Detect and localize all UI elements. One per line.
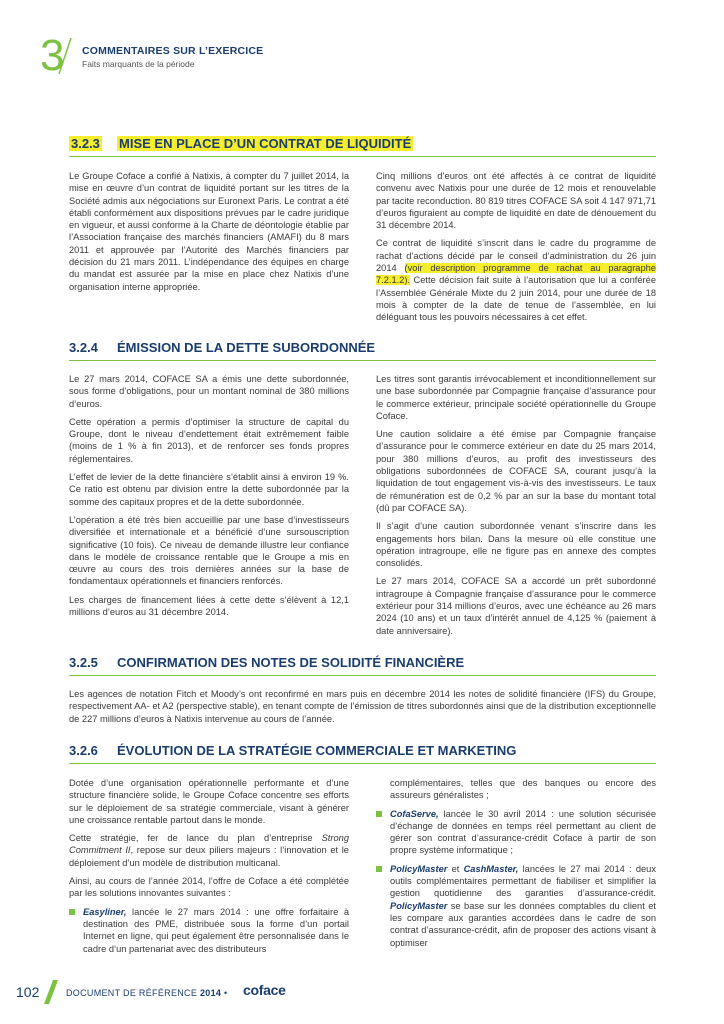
section-number: 3.2.6 — [69, 743, 98, 758]
list-item — [376, 808, 656, 857]
plan-name: Strong Commitment II — [69, 833, 349, 856]
paragraph: Le 27 mars 2014, COFACE SA a émis une dette subordonnée, sous forme d’obligations, pour un montant nominal de 380 millions d’euros. — [69, 374, 349, 409]
text-run: lancées le 27 mai 2014 : deux outils complémentaires permettant de fiabiliser et simplifier la gestion quotidienne des garanties d’assurance-crédit. — [390, 863, 656, 899]
section-title: ÉMISSION DE LA DETTE SUBORDONNÉE — [117, 340, 376, 355]
product-name: PolicyMaster — [390, 863, 448, 874]
text-run: lancée le 30 avril 2014 : une solution sécurisée d’échange de données en temps réel permettant au client de gérer son contrat d’assurance-crédit Coface à partir de son propre système informatique ; — [390, 808, 656, 856]
paragraph: Les agences de notation Fitch et Moody’s ont reconfirmé en mars puis en décembre 2014 les notes de solidité financière (IFS) du Groupe, respectivement AA- et A2 (perspective stable), en tenant compte de l’émission de titres subordonnés ainsi que de la distribution exceptionnelle de 227 millions d’euros à Natixis intervenue au cours de l’année. — [69, 689, 656, 724]
section-324-left — [69, 373, 349, 618]
paragraph: Les titres sont garantis irrévocablement et inconditionnellement sur une base subordonnée par Compagnie française d’assurance pour le commerce extérieur, principale société opérationnelle du Groupe Coface. — [376, 374, 656, 421]
paragraph: Cette opération a permis d’optimiser la structure de capital du Groupe, dont le niveau d’endettement était extrêmement faible (moins de 1 % à fin 2013), et de renforcer ses fonds propres réglementaires. — [69, 416, 349, 464]
section-326-right — [376, 777, 656, 955]
chapter-title: COMMENTAIRES SUR L’EXERCICE — [82, 45, 264, 57]
doc-year: 2014 — [199, 988, 222, 998]
section-number: 3.2.5 — [69, 655, 98, 670]
section-heading-325 — [69, 655, 656, 676]
text-run: Ce contrat de liquidité s’inscrit dans le cadre du programme de rachat d’actions décidé par le conseil d’administration du 26 juin 2014 — [376, 238, 656, 274]
footer-slash-icon — [44, 980, 58, 1004]
section-title: ÉVOLUTION DE LA STRATÉGIE COMMERCIALE ET MARKETING — [117, 743, 517, 758]
section-heading-324 — [69, 340, 656, 361]
section-title: CONFIRMATION DES NOTES DE SOLIDITÉ FINANCIÈRE — [117, 655, 465, 670]
text-run: Cette stratégie, fer de lance du plan d’entreprise — [69, 833, 322, 844]
text-run: et — [447, 863, 464, 874]
text-run: se base sur les données comptables du client et les compare aux garanties accordées dans le cadre de son contrat d’assurance-crédit, afin de proposer des actions visant à optimiser — [390, 900, 656, 948]
bullet-list — [69, 906, 349, 955]
section-heading-326 — [69, 743, 656, 764]
text-run: Cette décision fait suite à l’autorisation que lui a conférée l’Assemblée Générale Mixte du 2 juin 2014, pour une durée de 18 mois à compter de la date de tenue de l’assemblée, en lui déléguant tous les pouvoirs nécessaires à cet effet. — [376, 275, 656, 323]
paragraph — [69, 832, 349, 869]
paragraph: L’effet de levier de la dette financière s’établit ainsi à environ 19 %. Ce ratio est obtenu par division entre la dette subordonnée par la somme des capitaux propres et de la dette subordonnée. — [69, 472, 349, 507]
bullet-square-icon — [376, 866, 382, 872]
section-323-left — [69, 170, 349, 293]
paragraph: complémentaires, telles que des banques ou encore des assureurs généralistes ; — [390, 778, 656, 801]
product-name: Easyliner, — [83, 906, 127, 917]
coface-logo: coface — [243, 982, 286, 998]
text-run: , repose sur deux piliers majeurs : l’innovation et le déploiement d’un modèle de distribution multicanal. — [69, 845, 349, 868]
bullet-square-icon — [69, 909, 75, 915]
chapter-subtitle: Faits marquants de la période — [82, 59, 195, 69]
chapter-slash-icon — [57, 36, 73, 76]
section-number: 3.2.4 — [69, 340, 98, 355]
product-name: CofaServe, — [390, 808, 439, 819]
paragraph: Ainsi, au cours de l’année 2014, l’offre de Coface a été complétée par les solutions innovantes suivantes : — [69, 876, 349, 899]
section-325-body — [69, 688, 656, 725]
doc-separator: • — [224, 988, 228, 998]
section-heading-323 — [69, 136, 656, 157]
paragraph: Le 27 mars 2014, COFACE SA a accordé un prêt subordonné intragroupe à Compagnie française d’assurance pour le commerce extérieur pour 314 millions d’euros, avec une échéance au 26 mars 2024 (10 ans) et un taux d’intérêt annuel de 4,125 % (paiement à date anniversaire). — [376, 576, 656, 636]
section-326-left — [69, 777, 349, 961]
section-323-right — [376, 170, 656, 324]
paragraph: Les charges de financement liées à cette dette s’élèvent à 12,1 millions d’euros au 31 décembre 2014. — [69, 594, 349, 618]
product-name: PolicyMaster — [390, 900, 448, 911]
doc-label: DOCUMENT DE RÉFÉRENCE — [66, 988, 198, 998]
list-item — [69, 906, 349, 955]
paragraph — [376, 237, 656, 323]
chapter-number: 3 — [40, 31, 65, 80]
paragraph: Une caution solidaire a été émise par Compagnie française d’assurance pour le commerce extérieur en date du 25 mars 2014, pour 380 millions d’euros, au profit des investisseurs des obligations subordonnées de COFACE SA, courant jusqu’à la liquidation de tout engagement vis-à-vis des investisseurs. Le taux de rémunération est de 0,2 % par an sur la base du montant total (dû par COFACE SA). — [376, 429, 656, 513]
section-number: 3.2.3 — [71, 136, 100, 151]
bullet-list — [376, 808, 656, 949]
section-title: MISE EN PLACE D’UN CONTRAT DE LIQUIDITÉ — [119, 136, 412, 151]
section-324-right — [376, 373, 656, 637]
bullet-square-icon — [376, 811, 382, 817]
text-run: lancée le 27 mars 2014 : une offre forfaitaire à destination des PME, distribuée sous la forme d’un portail Internet en ligne, qui peut également être personnalisée dans le cadre d’un partenariat avec des distributeurs — [83, 906, 349, 954]
paragraph: Le Groupe Coface a confié à Natixis, à compter du 7 juillet 2014, la mise en œuvre d’un contrat de liquidité portant sur les titres de la Société admis aux négociations sur Euronext Paris. Le contrat a été établi conformément aux dispositions prévues par le cadre juridique en vigueur, et aussi conforme à la Charte de déontologie établie par l’Association française des marchés financiers (AMAFI) du 8 mars 2011 et approuvée par l’Autorité des Marchés financiers par décision du 21 mars 2011. L’indépendance des équipes en charge du mandat est assurée par la mise en place chez Natixis d’une organisation interne appropriée. — [69, 171, 349, 292]
paragraph: Dotée d’une organisation opérationnelle performante et d’une structure financière solide, le Groupe Coface concentre ses efforts sur le déploiement de sa stratégie commerciale, visant à générer une croissance rentable partout dans le monde. — [69, 778, 349, 825]
product-name: CashMaster, — [463, 863, 519, 874]
list-item — [376, 863, 656, 949]
page-number: 102 — [16, 984, 40, 1000]
highlighted-reference[interactable]: (voir description programme de rachat au paragraphe 7.2.1.2). — [376, 263, 656, 286]
paragraph: L’opération a été très bien accueillie par une base d’investisseurs diversifiée et internationale et a bénéficié d’une sursouscription significative (10 fois). Ce niveau de demande illustre leur confiance dans le modèle de croissance rentable que le Groupe a mis en œuvre au cours des trois dernières années sur la base de fondamentaux opérationnels et financiers renforcés. — [69, 514, 349, 587]
paragraph: Cinq millions d’euros ont été affectés à ce contrat de liquidité convenu avec Natixis pour une durée de 12 mois et renouvelable par tacite reconduction. 80 819 titres COFACE SA soit 4 147 971,71 d’euros figuraient au compte de liquidité en date de dénouement du 31 décembre 2014. — [376, 171, 656, 231]
paragraph: Il s’agit d’une caution subordonnée venant s’inscrire dans les engagements hors bilan. Dans la mesure où elle constitue une opération intragroupe, elle ne figure pas en annexe des comptes consolidés. — [376, 521, 656, 569]
footer-document-label — [66, 988, 227, 998]
